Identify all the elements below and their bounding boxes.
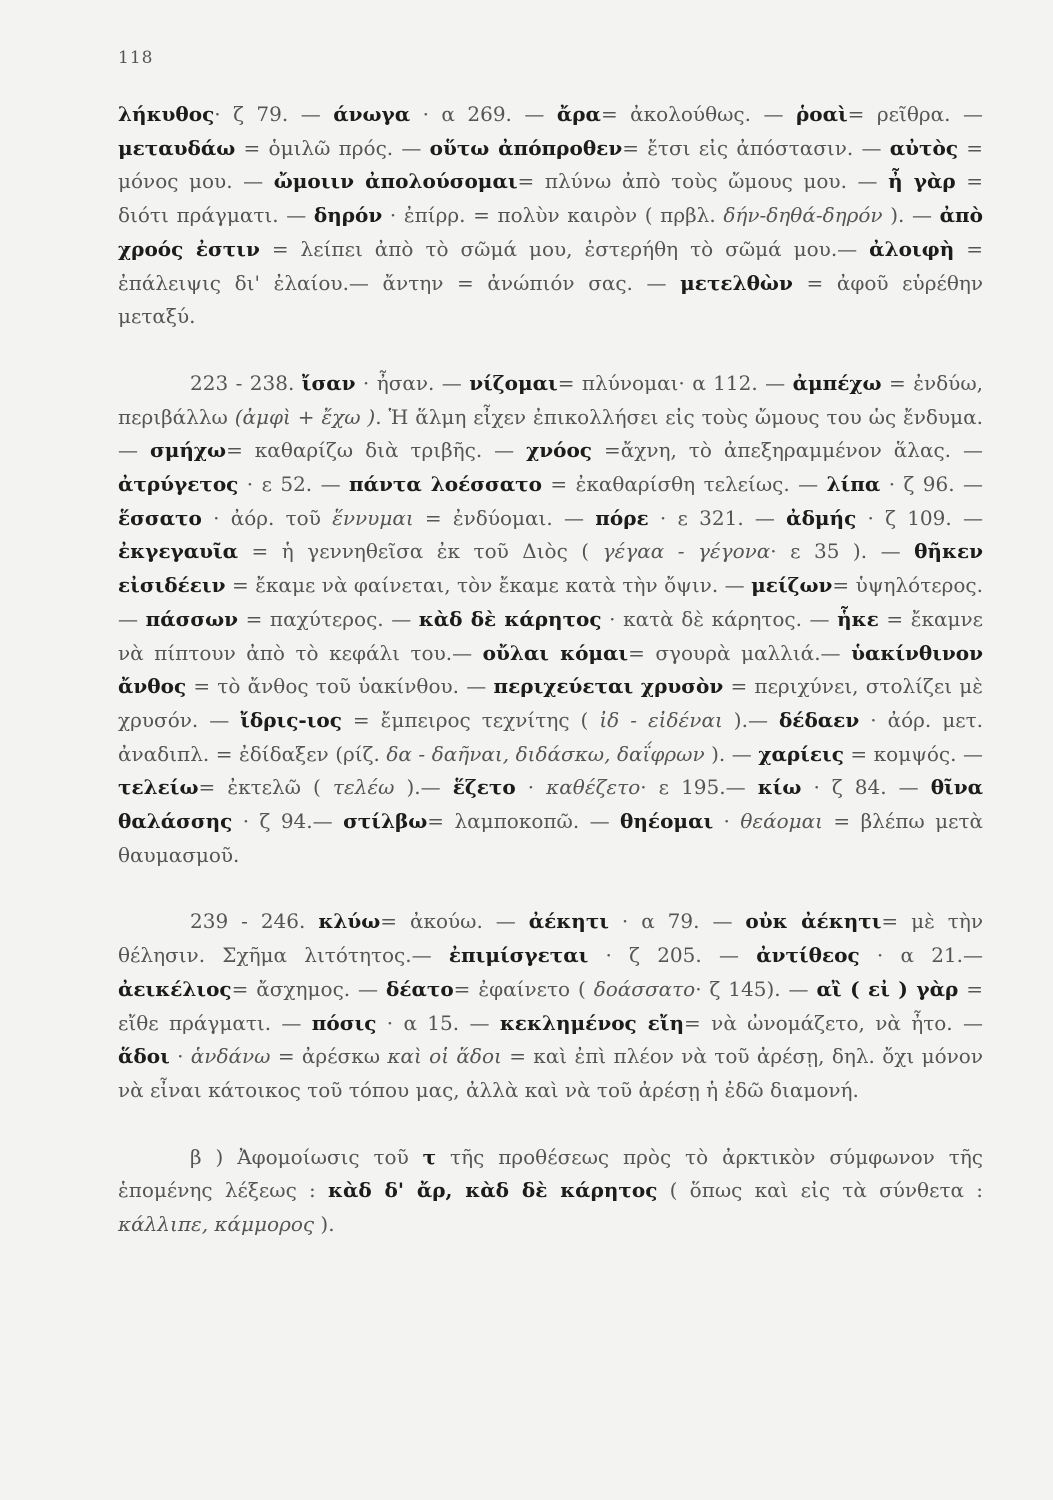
- gloss-text: · ζ 145). —: [695, 976, 817, 1001]
- gloss-text: ( ὅπως καὶ εἰς τὰ σύνθετα :: [657, 1178, 983, 1203]
- gloss-text: = ἄσχημος. —: [231, 976, 386, 1001]
- lemma-term: λίπα: [826, 472, 881, 497]
- italic-term: δοάσσατο: [593, 976, 696, 1001]
- lemma-term: ἀμπέχω: [792, 370, 882, 395]
- lemma-term: ῥοαὶ: [795, 102, 848, 126]
- paragraph: [118, 1141, 983, 1242]
- gloss-text: = ἔμπειρος τεχνίτης (: [341, 707, 600, 732]
- gloss-text: = ἐκαθαρίσθη τελείως. —: [541, 472, 827, 497]
- lemma-term: πάσσων: [145, 606, 239, 631]
- gloss-text: ·: [169, 1044, 191, 1069]
- paragraph: [118, 367, 983, 873]
- gloss-text: · ζ 109. —: [856, 505, 983, 530]
- gloss-text: = ἀρέσκω: [270, 1044, 388, 1069]
- lemma-term: κὰδ δὲ κάρητος: [418, 606, 602, 631]
- lemma-term: ἀπὸ χροός ἐστιν: [118, 203, 983, 261]
- lemma-term: ὑακίνθινον ἄνθος: [118, 640, 984, 699]
- gloss-text: = ἔκαμνε νὰ πίπτουν ἀπὸ τὸ κεφάλι του.—: [118, 606, 984, 665]
- text-body: [118, 98, 983, 1242]
- lemma-term: ἄρα: [556, 102, 601, 126]
- gloss-text: · ζ 84. —: [801, 775, 931, 800]
- lemma-term: οὐκ ἀέκητι: [745, 909, 882, 934]
- gloss-text: 239 - 246.: [190, 909, 319, 934]
- gloss-text: · ἦσαν. —: [355, 370, 470, 395]
- gloss-text: = τὸ ἄνθος τοῦ ὑακίνθου. —: [186, 674, 494, 699]
- lemma-term: στίλβω: [343, 809, 428, 834]
- lemma-term: κὰδ δ' ἄρ, κὰδ δὲ κάρητος: [327, 1178, 658, 1203]
- gloss-text: = εἴθε πράγματι. —: [118, 976, 983, 1035]
- page-number: 118: [118, 48, 154, 68]
- lemma-term: ἀλοιφὴ: [869, 236, 955, 261]
- gloss-text: ·: [713, 809, 741, 834]
- lemma-term: άνωγα: [333, 102, 411, 126]
- italic-term: ἁνδάνω: [190, 1044, 271, 1069]
- gloss-text: = ἐνδύομαι. —: [413, 505, 596, 530]
- italic-term: δήν-δηθά-δηρόν: [723, 203, 883, 228]
- italic-term: κάλλιπε, κάμμορος: [118, 1212, 315, 1237]
- gloss-text: β ) Ἀφομοίωσις τοῦ: [190, 1144, 423, 1169]
- gloss-text: τῆς προθέσεως πρὸς τὸ ἀρκτικὸν σύμφωνον τῆς ἑπομένης λέξεως :: [118, 1144, 984, 1203]
- gloss-text: = καθαρίζω διὰ τριβῆς. —: [226, 438, 527, 463]
- gloss-text: · ζ 96. —: [880, 472, 983, 497]
- lemma-term: πόρε: [595, 505, 649, 530]
- gloss-text: ). —: [882, 203, 940, 228]
- lemma-term: ἕσσατο: [118, 505, 202, 530]
- gloss-text: . Ἡ ἅλμη εἶχεν ἐπικολλήσει εἰς τοὺς ὤμους του ὡς ἔνδυμα. —: [118, 404, 983, 463]
- lemma-term: πόσις: [311, 1010, 377, 1035]
- gloss-text: · ζ 94.—: [232, 809, 344, 834]
- lemma-term: μείζων: [751, 573, 833, 598]
- lemma-term: ἀτρύγετος: [118, 472, 239, 497]
- gloss-text: = μόνος μου. —: [118, 135, 984, 194]
- gloss-text: · α 79. —: [608, 909, 746, 934]
- lemma-term: ἦ γὰρ: [888, 169, 956, 194]
- lemma-term: θῖνα θαλάσσης: [118, 775, 984, 834]
- lemma-term: ἀεικέλιος: [118, 976, 232, 1001]
- lemma-term: χνόος: [526, 438, 592, 463]
- gloss-text: ). —: [704, 741, 759, 766]
- lemma-term: δηρόν: [313, 203, 383, 228]
- lemma-term: θηέομαι: [620, 809, 714, 834]
- lemma-term: θῆκεν εἰσιδέειν: [118, 539, 983, 598]
- gloss-text: = ὑψηλότερος. —: [118, 573, 983, 631]
- lemma-term: μετελθὼν: [680, 270, 793, 295]
- gloss-text: = διότι πράγματι. —: [118, 169, 983, 228]
- gloss-text: 223 - 238.: [190, 370, 302, 395]
- gloss-text: = βλέπω μετὰ θαυμασμοῦ.: [118, 809, 984, 867]
- gloss-text: · ἀόρ. μετ. ἀναδιπλ. = ἐδίδαξεν (ρίζ.: [118, 707, 984, 766]
- gloss-text: = ἡ γεννηθεῖσα ἐκ τοῦ Διὸς (: [238, 539, 603, 564]
- gloss-text: = λείπει ἀπὸ τὸ σῶμά μου, ἐστερήθη τὸ σῶμά μου.—: [259, 236, 870, 261]
- italic-term: δα - δαῆναι, διδάσκω, δαΐφρων: [386, 741, 705, 766]
- gloss-text: · α 21.—: [859, 943, 983, 968]
- italic-term: τελέω: [332, 775, 395, 800]
- gloss-text: · ἀόρ. τοῦ: [201, 505, 333, 530]
- gloss-text: = ἀφοῦ εὑρέθην μεταξύ.: [118, 270, 984, 329]
- lemma-term: κεκλημένος εἴη: [499, 1010, 685, 1035]
- italic-term: θεάομαι: [740, 809, 824, 834]
- paragraph: [118, 905, 983, 1107]
- gloss-text: · ἐπίρρ. = πολὺν καιρὸν ( πρβλ.: [382, 203, 724, 228]
- lemma-term: νίζομαι: [469, 370, 558, 395]
- gloss-text: ).—: [394, 775, 453, 800]
- lemma-term: ἀέκητι: [528, 909, 609, 934]
- lemma-term: πάντα λοέσσατο: [349, 472, 542, 497]
- gloss-text: =ἄχνη, τὸ ἀπεξηραμμένον ἅλας. —: [591, 438, 983, 463]
- lemma-term: περιχεύεται χρυσὸν: [493, 674, 724, 699]
- gloss-text: · ζ 79. —: [214, 102, 334, 126]
- gloss-text: · κατὰ δὲ κάρητος. —: [601, 606, 838, 631]
- italic-term: καὶ οἱ ἅδοι: [387, 1044, 502, 1069]
- gloss-text: · ε 52. —: [238, 472, 349, 497]
- lemma-term: ἕζετο: [452, 775, 516, 800]
- gloss-text: = μὲ τὴν θέλησιν. Σχῆμα λιτότητος.—: [118, 909, 983, 968]
- lemma-term: ἐκγεγαυῖα: [118, 539, 239, 564]
- gloss-text: = λαμποκοπῶ. —: [427, 809, 621, 834]
- lemma-term: ἅδοι: [118, 1044, 170, 1069]
- lemma-term: αἲ ( εἰ ) γὰρ: [816, 976, 959, 1001]
- lemma-term: μεταυδάω: [118, 135, 236, 160]
- gloss-text: · ε 195.—: [640, 775, 758, 800]
- lemma-term: χαρίεις: [758, 741, 844, 766]
- gloss-text: = ρεῖθρα. —: [847, 102, 983, 126]
- gloss-text: · ε 35 ). —: [770, 539, 915, 564]
- lemma-term: κίω: [757, 775, 802, 800]
- gloss-text: · ε 321. —: [648, 505, 787, 530]
- gloss-text: · α 269. —: [410, 102, 557, 126]
- gloss-text: = ἔτσι εἰς ἀπόστασιν. —: [622, 135, 890, 160]
- lemma-term: ἴδρις-ιος: [240, 707, 342, 732]
- gloss-text: = ὁμιλῶ πρός. —: [235, 135, 430, 160]
- gloss-text: = ἀκολούθως. —: [600, 102, 796, 126]
- lemma-term: δέδαεν: [778, 707, 860, 732]
- lemma-term: λήκυθος: [118, 102, 215, 126]
- lemma-term: οὔλαι κόμαι: [482, 640, 629, 665]
- italic-term: (ἀμφὶ + ἔχω ): [234, 404, 376, 429]
- lemma-term: τ: [422, 1144, 437, 1169]
- gloss-text: = ἐφαίνετο (: [453, 976, 594, 1001]
- lemma-term: αὐτὸς: [889, 135, 959, 160]
- lemma-term: κλύω: [318, 909, 381, 934]
- lemma-term: ἴσαν: [301, 370, 356, 395]
- gloss-text: = παχύτερος. —: [238, 606, 419, 631]
- lemma-term: ἐπιμίσγεται: [448, 943, 589, 968]
- lemma-term: δέατο: [385, 976, 454, 1001]
- gloss-text: ).: [314, 1212, 335, 1237]
- lemma-term: σμήχω: [149, 438, 227, 463]
- gloss-text: = κομψός. —: [843, 741, 984, 766]
- italic-term: γέγαα - γέγονα: [602, 539, 771, 564]
- gloss-text: = ἔκαμε νὰ φαίνεται, τὸν ἔκαμε κατὰ τὴν ὄψιν. —: [225, 573, 752, 598]
- gloss-text: = ἀκούω. —: [380, 909, 529, 934]
- gloss-text: ·: [515, 775, 547, 800]
- italic-term: ἕννυμαι: [332, 505, 414, 530]
- gloss-text: = νὰ ὠνομάζετο, νὰ ἦτο. —: [684, 1010, 984, 1035]
- lemma-term: ἀντίθεος: [756, 943, 860, 968]
- italic-term: ἰδ - εἰδέναι: [599, 707, 723, 732]
- lemma-term: ἀδμής: [786, 505, 857, 530]
- gloss-text: = σγουρὰ μαλλιά.—: [628, 640, 852, 665]
- gloss-text: = καὶ ἐπὶ πλέον νὰ τοῦ ἀρέσῃ, δηλ. ὄχι μόνον νὰ εἶναι κάτοικος τοῦ τόπου μας, ἀλλὰ καὶ νὰ τοῦ ἀρέσῃ ἡ ἐδῶ διαμονή.: [118, 1044, 983, 1102]
- gloss-text: · α 15. —: [376, 1010, 500, 1035]
- gloss-text: = περιχύνει, στολίζει μὲ χρυσόν. —: [118, 674, 983, 732]
- lemma-term: τελείω: [118, 775, 199, 800]
- gloss-text: = ἐνδύω, περιβάλλω: [118, 370, 983, 429]
- lemma-term: οὕτω ἀπόπροθεν: [429, 135, 623, 160]
- italic-term: καθέζετο: [546, 775, 641, 800]
- lemma-term: ὤμοιιν ἀπολούσομαι: [273, 169, 518, 194]
- gloss-text: = ἐπάλειψις δι' ἐλαίου.— ἄντην = ἀνώπιόν σας. —: [118, 236, 983, 295]
- gloss-text: = ἐκτελῶ (: [198, 775, 333, 800]
- lemma-term: ἧκε: [837, 606, 879, 631]
- gloss-text: ).—: [722, 707, 779, 732]
- gloss-text: · ζ 205. —: [588, 943, 757, 968]
- gloss-text: = πλύνω ἀπὸ τοὺς ὤμους μου. —: [517, 169, 889, 194]
- gloss-text: = πλύνομαι· α 112. —: [557, 370, 793, 395]
- paragraph: [118, 98, 983, 334]
